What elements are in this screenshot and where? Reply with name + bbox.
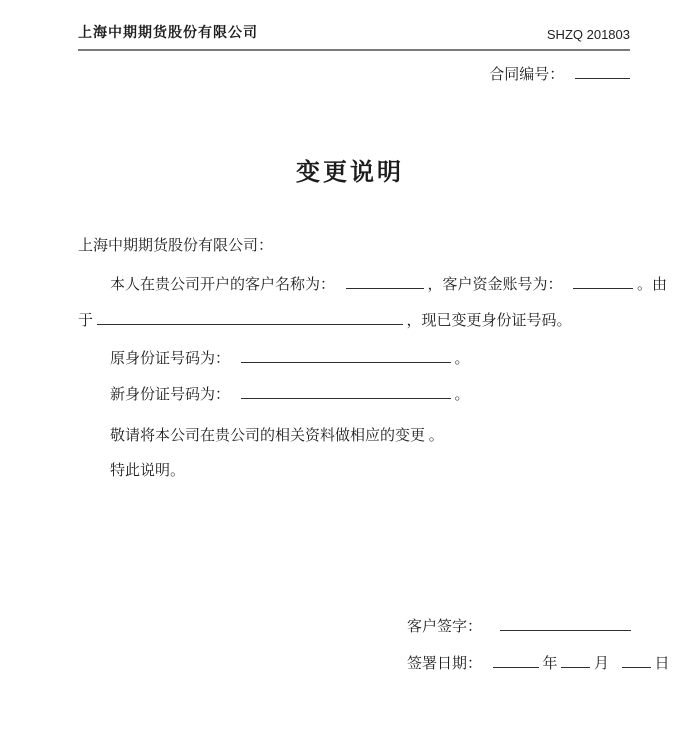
month-blank [561, 653, 590, 668]
signature-line [407, 616, 631, 637]
paragraph-account-tail: 。由 [637, 277, 668, 293]
closing-line [78, 461, 185, 481]
doc-code: SHZQ 201803 [546, 27, 630, 42]
old-id-blank [241, 348, 451, 363]
salutation-line [78, 236, 273, 256]
date-line [407, 653, 670, 674]
old-id-label: 原身份证号码为： [110, 351, 231, 367]
year-blank [493, 653, 539, 668]
paragraph-reason [78, 310, 572, 331]
company-name: 上海中期期货股份有限公司 [78, 24, 258, 40]
signature-blank [500, 616, 631, 631]
contract-number-label: 合同编号： [489, 67, 565, 83]
closing-text: 特此说明。 [110, 463, 186, 479]
contract-number-blank [575, 64, 630, 79]
customer-name-label: 本人在贵公司开户的客户名称为： [110, 277, 336, 293]
request-line [78, 426, 444, 446]
year-label: 年 [542, 656, 558, 672]
new-id-line [78, 384, 470, 405]
contract-number-line [489, 63, 630, 84]
reason-prefix: 于 [78, 313, 94, 329]
new-id-period: 。 [454, 387, 470, 403]
reason-blank [97, 310, 403, 325]
page-title: 变更说明 [296, 160, 404, 186]
document-header [78, 22, 630, 51]
month-label: 月 [594, 656, 610, 672]
day-label: 日 [654, 656, 670, 672]
new-id-blank [241, 384, 451, 399]
customer-name-blank [346, 274, 424, 289]
day-blank [622, 653, 651, 668]
request-text: 敬请将本公司在贵公司的相关资料做相应的变更 。 [110, 428, 444, 444]
signature-label: 客户签字： [407, 619, 483, 635]
date-label: 签署日期： [407, 656, 483, 672]
old-id-line [78, 348, 470, 369]
paragraph-account-info [78, 274, 667, 295]
fund-account-blank [573, 274, 633, 289]
new-id-label: 新身份证号码为： [110, 387, 231, 403]
fund-account-label: ，客户资金账号为： [427, 277, 563, 293]
salutation-text: 上海中期期货股份有限公司： [78, 238, 274, 254]
reason-suffix: ，现已变更身份证号码。 [406, 313, 572, 329]
old-id-period: 。 [454, 351, 470, 367]
